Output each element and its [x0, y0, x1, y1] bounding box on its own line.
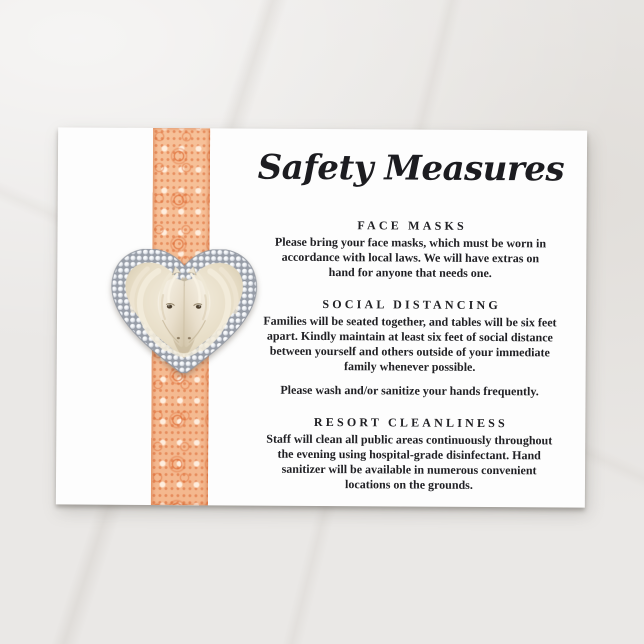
hand-sanitizing-note: Please wash and/or sanitize your hands frequently. — [280, 382, 539, 399]
section-heading-resort-cleanliness: RESORT CLEANLINESS — [313, 414, 508, 431]
diamond-heart-horses-icon — [111, 249, 258, 374]
card-text-column — [239, 129, 581, 494]
card-title: Safety Measures — [257, 147, 565, 190]
section-body-resort-cleanliness: Staff will clean all public areas continuously throughout the evening using hospital-grade disinfectant. Hand sanitizer will be available in numerous convenient locations on the grounds. — [266, 431, 553, 492]
section-body-social-distancing: Families will be seated together, and tables will be six feet apart. Kindly maintain at least six feet of social distance between yourself and others outside of your immediate family whenever possible. — [263, 313, 557, 374]
section-heading-social-distancing: SOCIAL DISTANCING — [322, 297, 501, 313]
safety-measures-card — [56, 127, 587, 507]
section-heading-face-masks: FACE MASKS — [357, 218, 467, 233]
section-body-face-masks: Please bring your face masks, which must be worn in accordance with local laws. We will have extras on hand for anyone that needs one. — [274, 234, 547, 281]
